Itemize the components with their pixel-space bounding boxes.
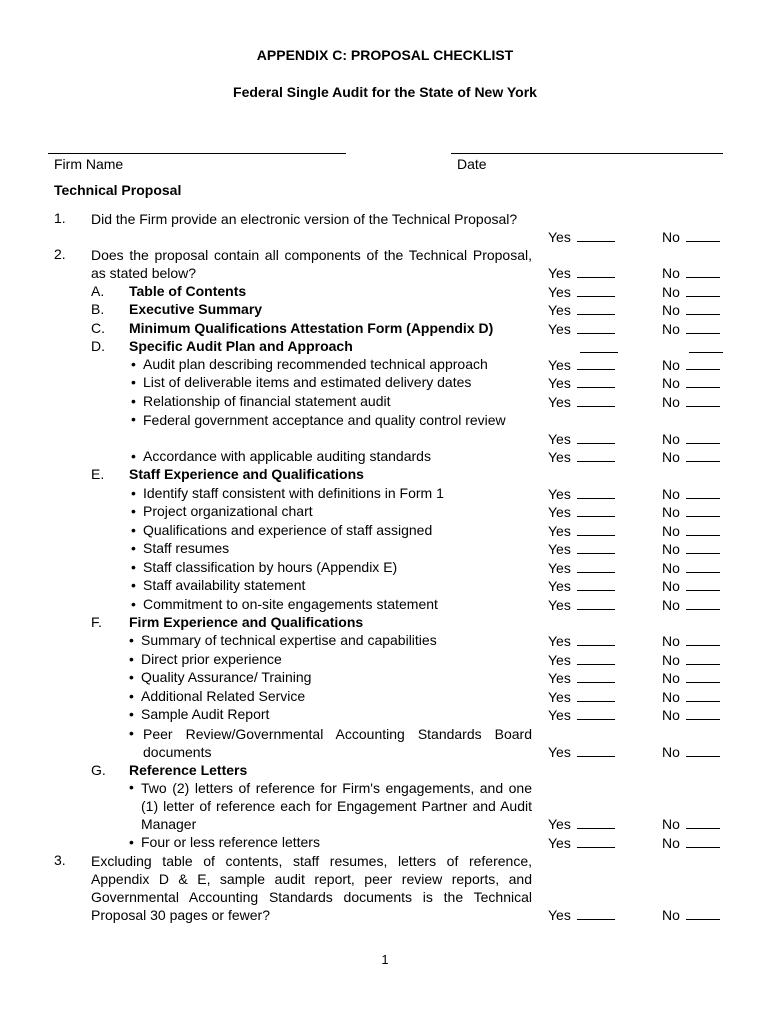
yes-label: Yes [548, 394, 571, 410]
yes-label: Yes [548, 284, 571, 300]
no-option[interactable] [662, 430, 720, 447]
no-option[interactable] [662, 393, 720, 410]
bullet-icon: • [131, 356, 136, 372]
yes-option[interactable] [548, 632, 615, 649]
g-letter: G. [91, 762, 106, 778]
f-bullet: Direct prior experience [141, 651, 282, 667]
no-label: No [662, 284, 680, 300]
yes-blank[interactable] [577, 632, 615, 646]
yes-blank[interactable] [577, 540, 615, 554]
no-label: No [662, 357, 680, 373]
yes-blank[interactable] [577, 320, 615, 334]
yes-blank[interactable] [577, 485, 615, 499]
no-label: No [662, 449, 680, 465]
no-option[interactable] [662, 485, 720, 502]
no-blank[interactable] [686, 301, 720, 315]
yes-blank[interactable] [577, 834, 615, 848]
d-text: Specific Audit Plan and Approach [129, 338, 353, 354]
no-option[interactable] [662, 540, 720, 557]
no-label: No [662, 229, 680, 245]
no-blank[interactable] [686, 374, 720, 388]
d-no-blank[interactable] [689, 352, 723, 353]
bullet-icon: • [129, 834, 134, 850]
yes-blank[interactable] [577, 283, 615, 297]
yes-blank[interactable] [577, 743, 615, 757]
firm-name-label: Firm Name [54, 156, 124, 172]
no-option[interactable] [662, 651, 720, 668]
no-label: No [662, 523, 680, 539]
no-blank[interactable] [686, 448, 720, 462]
section-title: Technical Proposal [54, 182, 182, 198]
no-label: No [662, 504, 680, 520]
no-option[interactable] [662, 834, 720, 851]
no-label: No [662, 321, 680, 337]
g-bullet: Two (2) letters of reference for Firm's engagements, and one (1) letter of reference each for Engagement Partner and Audit Manager [141, 780, 532, 832]
yes-option[interactable] [548, 577, 615, 594]
yes-label: Yes [548, 265, 571, 281]
yes-option[interactable] [548, 228, 615, 245]
no-blank[interactable] [686, 264, 720, 278]
yes-option[interactable] [548, 596, 615, 613]
no-blank[interactable] [686, 651, 720, 665]
no-label: No [662, 265, 680, 281]
e-bullet: Staff classification by hours (Appendix E) [143, 559, 398, 575]
yes-option[interactable] [548, 374, 615, 391]
yes-blank[interactable] [577, 906, 615, 920]
no-option[interactable] [662, 559, 720, 576]
bullet-icon: • [129, 779, 134, 795]
yes-label: Yes [548, 321, 571, 337]
bullet-icon: • [131, 411, 136, 427]
no-blank[interactable] [686, 503, 720, 517]
bullet-icon: • [131, 559, 136, 575]
bullet-icon: • [131, 540, 136, 556]
e-bullet: Commitment to on-site engagements statement [143, 596, 438, 612]
yes-option[interactable] [548, 706, 615, 723]
yes-blank[interactable] [577, 430, 615, 444]
yes-option[interactable] [548, 669, 615, 686]
yes-blank[interactable] [577, 264, 615, 278]
bullet-icon: • [131, 522, 136, 538]
yes-label: Yes [548, 504, 571, 520]
no-label: No [662, 633, 680, 649]
yes-label: Yes [548, 523, 571, 539]
yes-label: Yes [548, 302, 571, 318]
no-blank[interactable] [686, 632, 720, 646]
no-label: No [662, 652, 680, 668]
bullet-icon: • [131, 485, 136, 501]
yes-blank[interactable] [577, 577, 615, 591]
no-option[interactable] [662, 320, 720, 337]
yes-blank[interactable] [577, 228, 615, 242]
no-label: No [662, 560, 680, 576]
no-blank[interactable] [686, 815, 720, 829]
no-option[interactable] [662, 283, 720, 300]
yes-blank[interactable] [577, 374, 615, 388]
no-label: No [662, 597, 680, 613]
yes-option[interactable] [548, 815, 615, 832]
no-blank[interactable] [686, 559, 720, 573]
d-bullet: List of deliverable items and estimated delivery dates [143, 374, 472, 390]
no-blank[interactable] [686, 540, 720, 554]
yes-option[interactable] [548, 393, 615, 410]
no-blank[interactable] [686, 228, 720, 242]
q1-text: Did the Firm provide an electronic version of the Technical Proposal? [91, 211, 518, 227]
no-blank[interactable] [686, 688, 720, 702]
no-blank[interactable] [686, 906, 720, 920]
firm-name-line[interactable] [48, 153, 346, 154]
yes-option[interactable] [548, 430, 615, 447]
bullet-icon: • [131, 596, 136, 612]
yes-label: Yes [548, 633, 571, 649]
bullet-icon: • [131, 503, 136, 519]
f-bullet: Summary of technical expertise and capabilities [141, 632, 437, 648]
yes-label: Yes [548, 357, 571, 373]
no-option[interactable] [662, 503, 720, 520]
no-option[interactable] [662, 301, 720, 318]
yes-label: Yes [548, 449, 571, 465]
no-option[interactable] [662, 669, 720, 686]
no-blank[interactable] [686, 356, 720, 370]
bullet-icon: • [129, 669, 134, 685]
yes-label: Yes [548, 652, 571, 668]
no-option[interactable] [662, 906, 720, 923]
yes-option[interactable] [548, 906, 615, 923]
document-subtitle: Federal Single Audit for the State of New York [233, 84, 537, 100]
e-bullet: Identify staff consistent with definitions in Form 1 [143, 485, 444, 501]
yes-option[interactable] [548, 559, 615, 576]
yes-blank[interactable] [577, 522, 615, 536]
no-label: No [662, 816, 680, 832]
e-bullet: Qualifications and experience of staff assigned [143, 522, 433, 538]
e-letter: E. [91, 466, 105, 482]
yes-blank[interactable] [577, 356, 615, 370]
f-text: Firm Experience and Qualifications [129, 614, 364, 630]
yes-blank[interactable] [577, 669, 615, 683]
yes-blank[interactable] [577, 815, 615, 829]
yes-option[interactable] [548, 651, 615, 668]
d-bullet: Federal government acceptance and quality control review [143, 412, 506, 428]
no-option[interactable] [662, 356, 720, 373]
yes-option[interactable] [548, 301, 615, 318]
no-option[interactable] [662, 448, 720, 465]
no-option[interactable] [662, 577, 720, 594]
no-label: No [662, 707, 680, 723]
yes-label: Yes [548, 431, 571, 447]
q2-text: Does the proposal contain all components of the Technical Proposal, as stated below? [91, 247, 532, 281]
yes-label: Yes [548, 541, 571, 557]
q2-number: 2. [54, 246, 66, 262]
yes-option[interactable] [548, 688, 615, 705]
yes-option[interactable] [548, 540, 615, 557]
yes-label: Yes [548, 689, 571, 705]
yes-option[interactable] [548, 264, 615, 281]
f-bullet: Peer Review/Governmental Accounting Standards Board documents [143, 726, 532, 760]
no-label: No [662, 689, 680, 705]
f-bullet: Sample Audit Report [141, 706, 270, 722]
no-option[interactable] [662, 264, 720, 281]
yes-option[interactable] [548, 320, 615, 337]
bullet-icon: • [129, 688, 134, 704]
e-text: Staff Experience and Qualifications [129, 466, 364, 482]
no-label: No [662, 670, 680, 686]
yes-label: Yes [548, 835, 571, 851]
d-bullet: Audit plan describing recommended technical approach [143, 356, 488, 372]
f-bullet: Additional Related Service [141, 688, 306, 704]
document-title: APPENDIX C: PROPOSAL CHECKLIST [256, 47, 514, 63]
e-bullet: Project organizational chart [143, 503, 313, 519]
e-bullet: Staff resumes [143, 540, 230, 556]
no-option[interactable] [662, 743, 720, 760]
no-option[interactable] [662, 596, 720, 613]
q1-number: 1. [54, 210, 66, 226]
f-bullet: Quality Assurance/ Training [141, 669, 312, 685]
no-blank[interactable] [686, 430, 720, 444]
bullet-icon: • [129, 706, 134, 722]
yes-blank[interactable] [577, 559, 615, 573]
no-option[interactable] [662, 706, 720, 723]
date-label: Date [457, 156, 487, 172]
no-blank[interactable] [686, 834, 720, 848]
yes-label: Yes [548, 907, 571, 923]
bullet-icon: • [131, 448, 136, 464]
bullet-icon: • [129, 632, 134, 648]
b-letter: B. [91, 301, 105, 317]
no-blank[interactable] [686, 320, 720, 334]
yes-label: Yes [548, 744, 571, 760]
yes-option[interactable] [548, 522, 615, 539]
no-label: No [662, 907, 680, 923]
bullet-icon: • [131, 393, 136, 409]
no-label: No [662, 835, 680, 851]
yes-label: Yes [548, 375, 571, 391]
q3-number: 3. [54, 852, 66, 868]
yes-label: Yes [548, 670, 571, 686]
no-option[interactable] [662, 632, 720, 649]
yes-blank[interactable] [577, 596, 615, 610]
g-text: Reference Letters [129, 762, 248, 778]
yes-blank[interactable] [577, 688, 615, 702]
no-blank[interactable] [686, 485, 720, 499]
q3-text: Excluding table of contents, staff resumes, letters of reference, Appendix D & E, sample audit report, peer review reports, and Governmental Accounting Standards documents is the Technical Proposal 30 pages or fewer? [91, 853, 532, 923]
yes-option[interactable] [548, 743, 615, 760]
a-text: Table of Contents [129, 283, 247, 299]
g-bullet: Four or less reference letters [141, 834, 320, 850]
c-text: Minimum Qualifications Attestation Form (Appendix D) [129, 320, 494, 336]
a-letter: A. [91, 283, 105, 299]
yes-label: Yes [548, 560, 571, 576]
no-blank[interactable] [686, 743, 720, 757]
page-number: 1 [381, 952, 389, 967]
no-option[interactable] [662, 522, 720, 539]
yes-label: Yes [548, 486, 571, 502]
yes-label: Yes [548, 816, 571, 832]
no-option[interactable] [662, 688, 720, 705]
no-blank[interactable] [686, 596, 720, 610]
no-blank[interactable] [686, 522, 720, 536]
bullet-icon: • [129, 651, 134, 667]
d-bullet: Relationship of financial statement audit [143, 393, 391, 409]
bullet-icon: • [131, 577, 136, 593]
d-yes-blank[interactable] [580, 352, 618, 353]
no-blank[interactable] [686, 283, 720, 297]
b-text: Executive Summary [129, 301, 263, 317]
no-label: No [662, 541, 680, 557]
no-label: No [662, 302, 680, 318]
yes-blank[interactable] [577, 448, 615, 462]
yes-option[interactable] [548, 834, 615, 851]
no-option[interactable] [662, 228, 720, 245]
yes-option[interactable] [548, 485, 615, 502]
no-label: No [662, 431, 680, 447]
f-letter: F. [91, 614, 102, 630]
no-option[interactable] [662, 815, 720, 832]
no-blank[interactable] [686, 669, 720, 683]
no-blank[interactable] [686, 706, 720, 720]
yes-label: Yes [548, 707, 571, 723]
e-bullet: Staff availability statement [143, 577, 306, 593]
d-bullet: Accordance with applicable auditing standards [143, 448, 431, 464]
yes-blank[interactable] [577, 393, 615, 407]
yes-label: Yes [548, 578, 571, 594]
yes-blank[interactable] [577, 651, 615, 665]
yes-blank[interactable] [577, 301, 615, 315]
no-label: No [662, 486, 680, 502]
yes-option[interactable] [548, 503, 615, 520]
date-line[interactable] [451, 153, 723, 154]
no-label: No [662, 375, 680, 391]
yes-label: Yes [548, 597, 571, 613]
no-blank[interactable] [686, 577, 720, 591]
bullet-icon: • [129, 725, 134, 741]
yes-blank[interactable] [577, 503, 615, 517]
yes-option[interactable] [548, 356, 615, 373]
no-blank[interactable] [686, 393, 720, 407]
c-letter: C. [91, 320, 105, 336]
yes-option[interactable] [548, 448, 615, 465]
no-label: No [662, 394, 680, 410]
yes-option[interactable] [548, 283, 615, 300]
yes-blank[interactable] [577, 706, 615, 720]
no-option[interactable] [662, 374, 720, 391]
d-letter: D. [91, 338, 105, 354]
no-label: No [662, 578, 680, 594]
yes-label: Yes [548, 229, 571, 245]
no-label: No [662, 744, 680, 760]
bullet-icon: • [131, 374, 136, 390]
